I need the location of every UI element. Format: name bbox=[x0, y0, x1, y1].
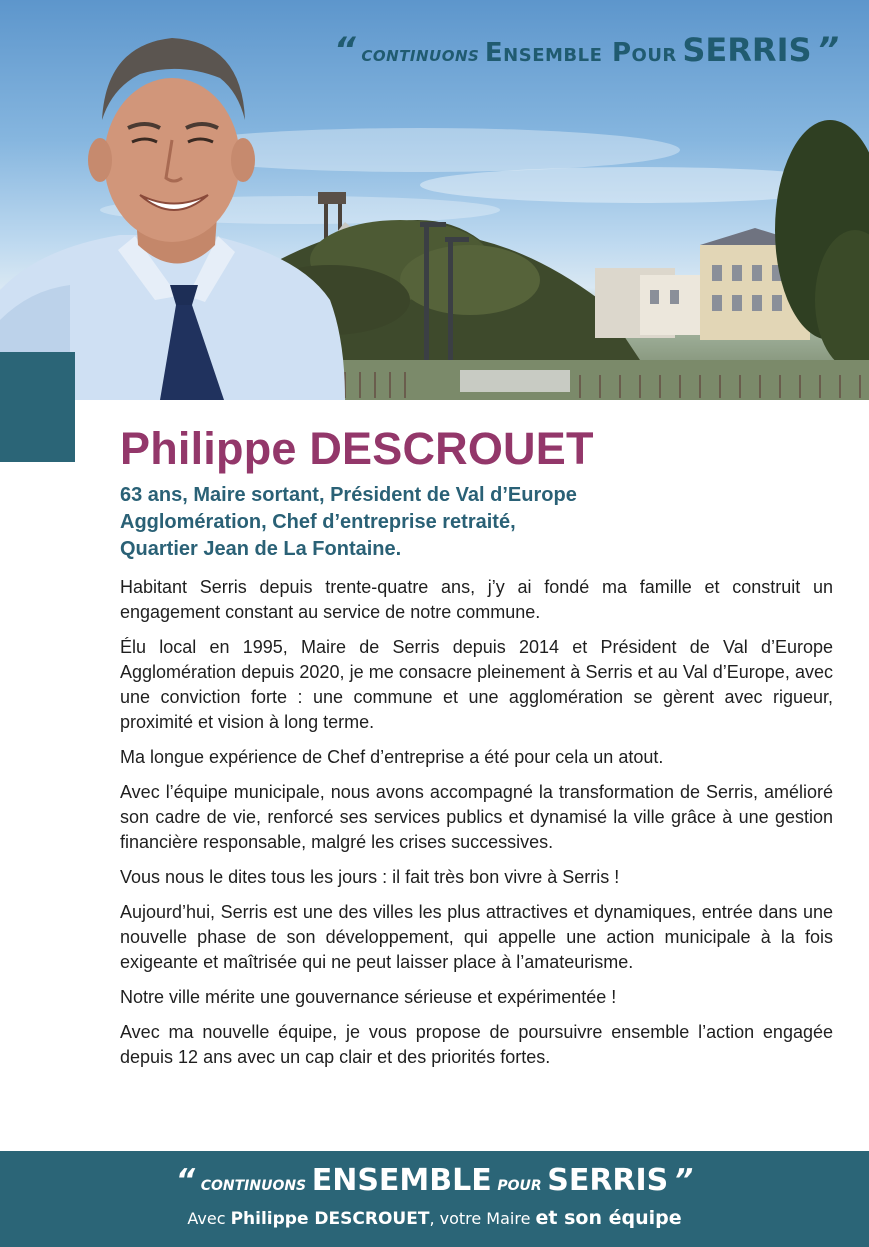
footer-banner bbox=[0, 1151, 869, 1247]
footer-close-quote: ” bbox=[673, 1163, 694, 1198]
decorative-teal-block bbox=[0, 352, 75, 462]
slogan-part-ensemble-pour: Ensemble Pour bbox=[484, 38, 677, 68]
hero-photo bbox=[0, 0, 869, 400]
paragraph: Avec ma nouvelle équipe, je vous propose de poursuivre ensemble l’action engagée depuis 12 ans avec un cap clair et des priorités fortes. bbox=[120, 1022, 833, 1067]
footer-slogan bbox=[0, 1163, 869, 1198]
slogan-close-quote: ” bbox=[817, 30, 839, 70]
candidate-subtitle bbox=[120, 482, 833, 563]
candidate-name: Philippe DESCROUET bbox=[120, 423, 594, 474]
footer-sub-suffix: et son équipe bbox=[535, 1207, 682, 1229]
footer-part-pour: pour bbox=[497, 1171, 542, 1195]
paragraph: Avec l’équipe municipale, nous avons accompagné la transformation de Serris, amélioré son cadre de vie, renforcé ses services publics et dynamisé la ville grâce à une gestion financière responsable, malgré les crises successives. bbox=[120, 782, 833, 852]
paragraph: Ma longue expérience de Chef d’entreprise a été pour cela un atout. bbox=[120, 747, 664, 767]
footer-part-continuons: continuons bbox=[200, 1171, 307, 1195]
candidate-profile bbox=[120, 420, 833, 1080]
slogan-open-quote: “ bbox=[333, 30, 356, 70]
subtitle-line: Agglomération, Chef d’entreprise retraité, bbox=[120, 511, 516, 533]
header-slogan bbox=[334, 30, 839, 70]
paragraph: Habitant Serris depuis trente-quatre ans, j’y ai fondé ma famille et construit un engagement constant au service de notre commune. bbox=[120, 577, 833, 622]
paragraph: Notre ville mérite une gouvernance sérieuse et expérimentée ! bbox=[120, 987, 617, 1007]
footer-open-quote: “ bbox=[175, 1163, 196, 1198]
biography-text bbox=[120, 575, 833, 1070]
footer-sub-prefix: Avec bbox=[187, 1209, 226, 1228]
subtitle-line: 63 ans, Maire sortant, Président de Val d’Europe bbox=[120, 484, 577, 506]
subtitle-line: Quartier Jean de La Fontaine. bbox=[120, 538, 402, 560]
paragraph: Vous nous le dites tous les jours : il fait très bon vivre à Serris ! bbox=[120, 867, 620, 887]
footer-sub-middle: , votre Maire bbox=[429, 1209, 531, 1228]
footer-part-ensemble: ENSEMBLE bbox=[311, 1163, 492, 1198]
footer-part-serris: SERRIS bbox=[547, 1163, 669, 1198]
slogan-part-continuons: continuons bbox=[361, 42, 480, 66]
slogan-part-serris: SERRIS bbox=[682, 31, 812, 69]
paragraph: Élu local en 1995, Maire de Serris depuis 2014 et Président de Val d’Europe Agglomération depuis 2020, je me consacre pleinement à Serris et au Val d’Europe, avec une conviction forte : une commune et une agglomération se gèrent avec rigueur, proximité et vision à long terme. bbox=[120, 637, 833, 732]
footer-subline bbox=[0, 1207, 869, 1229]
footer-sub-name: Philippe DESCROUET bbox=[230, 1209, 430, 1229]
paragraph: Aujourd’hui, Serris est une des villes les plus attractives et dynamiques, entrée dans une nouvelle phase de son développement, qui appelle une action municipale à la fois exigeante et maîtrisée qui ne peut laisser place à l’amateurisme. bbox=[120, 902, 833, 972]
